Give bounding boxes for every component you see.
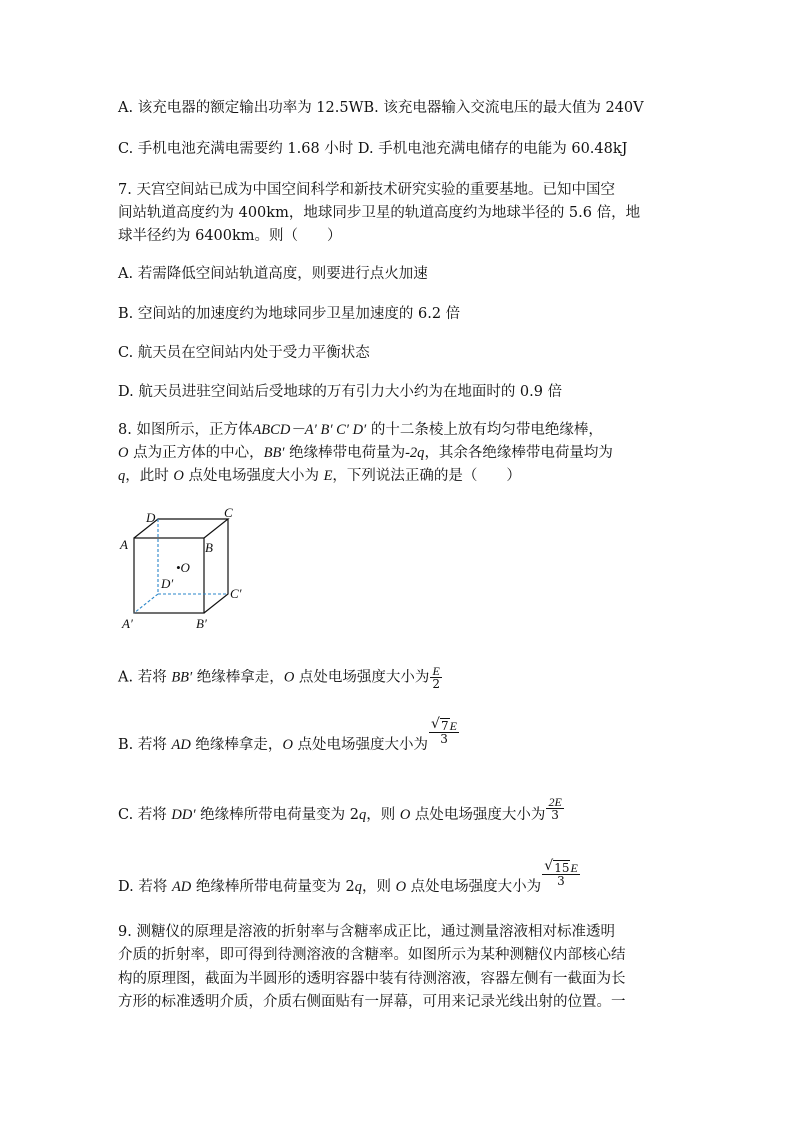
- q7-stem-line2: 间站轨道高度约为 400km，地球同步卫星的轨道高度约为地球半径的 5.6 倍，地: [118, 205, 641, 221]
- q7-option-b: B. 空间站的加速度约为地球同步卫星加速度的 6.2 倍: [118, 306, 461, 322]
- q7-stem-line3: 球半径约为 6400km。则（ ）: [118, 228, 342, 244]
- q7-option-a: A. 若需降低空间站轨道高度，则要进行点火加速: [118, 266, 428, 282]
- q9-stem-line1: 9. 测糖仪的原理是溶液的折射率与含糖率成正比，通过测量溶液相对标准透明: [118, 924, 615, 940]
- q6-option-c-d: C. 手机电池充满电需要约 1.68 小时 D. 手机电池充满电储存的电能为 60.48kJ: [118, 141, 628, 157]
- label-C1: C′: [230, 586, 242, 601]
- label-A: A: [120, 537, 128, 552]
- q8-stem-line3: q，此时 O 点处电场强度大小为 E，下列说法正确的是（ ）: [118, 468, 521, 484]
- q8-option-b: B. 若将 AD 绝缘棒拿走，O 点处电场强度大小为 √ $\frac{7E}{3}$: [118, 735, 459, 755]
- q8-stem-line1: 8. 如图所示，正方体ABCD－A′ B′ C′ D′ 的十二条棱上放有均匀带电绝缘棒，: [118, 422, 603, 438]
- q7-option-d: D. 航天员进驻空间站后受地球的万有引力大小约为在地面时的 0.9 倍: [118, 384, 563, 400]
- q6-option-a-b: A. 该充电器的额定输出功率为 12.5WB. 该充电器输入交流电压的最大值为 240V: [118, 100, 644, 116]
- q9-stem-line2: 介质的折射率，即可得到待测溶液的含糖率。如图所示为某种测糖仪内部核心结: [118, 947, 626, 963]
- q8-option-a: A. 若将 BB′ 绝缘棒拿走，O 点处电场强度大小为 $\frac{E}{2}$: [118, 664, 441, 691]
- label-D1: D′: [161, 576, 174, 591]
- cube-figure: [118, 505, 258, 635]
- label-B1: B′: [196, 616, 207, 631]
- fraction-sqrt7-e-over-3: √ $\frac{7E}{3}$: [429, 720, 459, 745]
- fraction-2e-over-3: $\frac{2E}{3}$: [548, 794, 562, 822]
- q7-option-c: C. 航天员在空间站内处于受力平衡状态: [118, 345, 370, 361]
- q7-stem-line1: 7. 天宫空间站已成为中国空间科学和新技术研究实验的重要基地。已知中国空: [118, 182, 615, 198]
- label-B: B: [205, 540, 213, 555]
- label-C: C: [224, 505, 233, 520]
- fraction-sqrt15-e-over-3: √ $\frac{15E}{3}$: [542, 862, 580, 887]
- fraction-e-over-2: $\frac{E}{2}$: [432, 664, 441, 691]
- q9-stem-line3: 构的原理图，截面为半圆形的透明容器中装有待测溶液，容器左侧有一截面为长: [118, 971, 626, 987]
- label-D: D: [146, 510, 156, 525]
- label-A1: A′: [122, 616, 133, 631]
- q8-option-c: C. 若将 DD′ 绝缘棒所带电荷量变为 2q，则 O 点处电场强度大小为 $\frac{2E}{3}$: [118, 794, 562, 823]
- label-O: •O: [176, 560, 190, 575]
- q8-stem-line2: O 点为正方体的中心，BB′ 绝缘棒带电荷量为-2q，其余各绝缘棒带电荷量均为: [118, 445, 613, 461]
- cube-right-face: [204, 519, 228, 613]
- q8-option-d: D. 若将 AD 绝缘棒所带电荷量变为 2q，则 O 点处电场强度大小为 √ $\frac{15E}{3}$: [118, 877, 580, 897]
- q9-stem-line4: 方形的标准透明介质，介质右侧面贴有一屏幕，可用来记录光线出射的位置。一: [118, 994, 626, 1010]
